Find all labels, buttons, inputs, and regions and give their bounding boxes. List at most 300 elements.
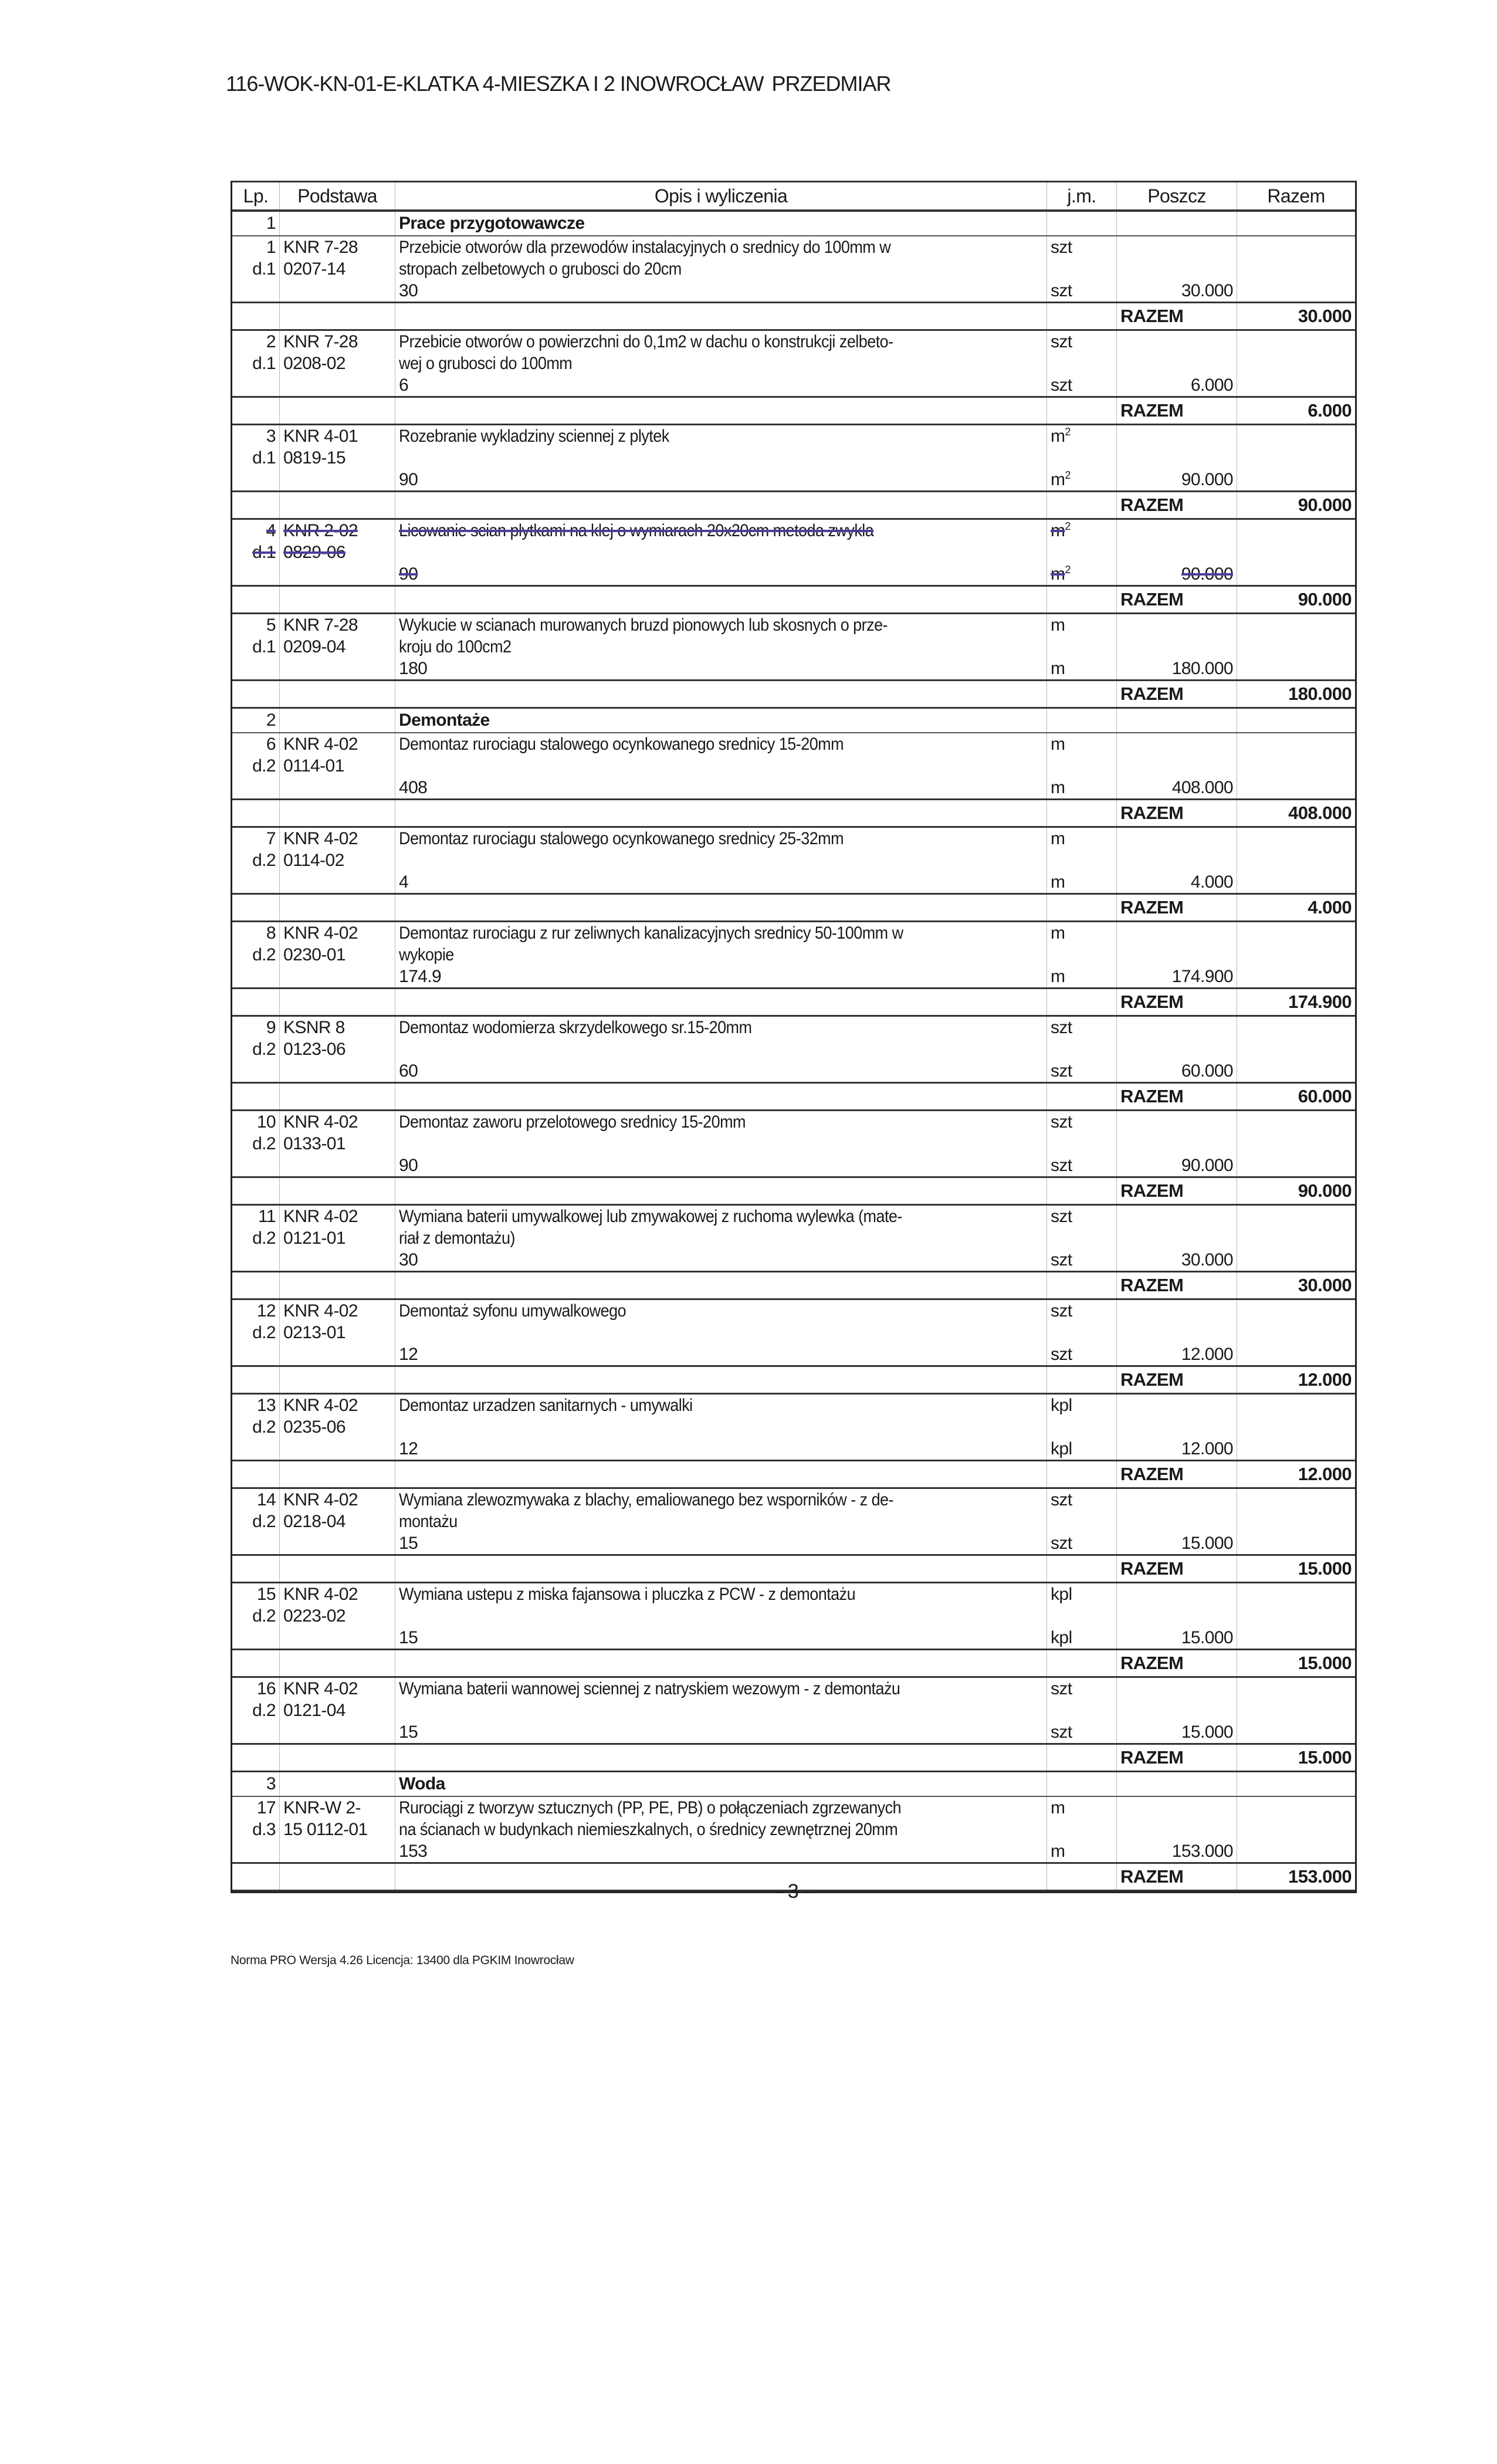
section-number-text: 1 [266,214,276,233]
empty [1046,1511,1116,1532]
header-lp: Lp. [243,185,269,207]
empty [1116,1017,1237,1038]
item-line-3 [232,1060,1355,1082]
item-poszcz [1116,1627,1237,1649]
item-podstawa-2-text: 0121-01 [283,1228,346,1248]
section-title-text: Prace przygotowawcze [399,214,585,233]
item-line-3 [232,1249,1355,1271]
empty [1116,520,1237,541]
razem-label [1116,1084,1237,1109]
item-line-2 [232,1133,1355,1155]
item-podstawa-2 [279,447,395,469]
unit-cell [1046,922,1116,944]
empty [1237,563,1355,585]
section-number-text: 3 [266,1774,276,1793]
empty [1116,849,1237,871]
section-empty [1116,1772,1237,1796]
item-dz [232,1605,279,1627]
empty [1237,1438,1355,1460]
item-line-3 [232,1532,1355,1554]
item-lp [232,828,279,849]
table-item [232,614,1355,681]
empty [1046,1272,1116,1298]
item-desc-2 [395,755,1046,777]
razem-label-text: RAZEM [1120,1086,1184,1106]
unit-cell-text: szt [1051,1018,1072,1037]
empty [1237,258,1355,280]
item-podstawa-1-text: KNR 7-28 [283,332,358,351]
empty [232,1556,279,1582]
item-podstawa-2-text: 0218-04 [283,1512,346,1531]
section-empty [1046,1772,1116,1796]
item-podstawa-1 [279,1017,395,1038]
item-desc-2 [395,1700,1046,1721]
razem-row [232,1745,1355,1772]
item-podstawa-2 [279,1133,395,1155]
item-desc-1-text: Licowanie scian plytkami na klej o wymiarach 20x20cm metoda zwykla [399,521,874,540]
item-expression-text: 15 [399,1628,418,1647]
item-desc-2 [395,447,1046,469]
item-poszcz-text: 90.000 [1181,1156,1233,1175]
item-desc-2 [395,258,1046,280]
unit-cell-text: m [1051,470,1065,489]
razem-value [1237,989,1355,1015]
item-desc-2 [395,1133,1046,1155]
razem-label-text: RAZEM [1120,495,1184,515]
empty [1046,681,1116,707]
item-desc-1 [395,425,1046,447]
empty [1046,1133,1116,1155]
empty [1046,944,1116,966]
item-lp [232,1017,279,1038]
unit-cell [1046,469,1116,490]
item-dz [232,636,279,658]
empty [279,1272,395,1298]
item-desc-2 [395,1227,1046,1249]
empty [232,303,279,329]
item-line-1 [232,922,1355,944]
item-desc-1 [395,1017,1046,1038]
empty [279,800,395,826]
item-expression-text: 90 [399,564,418,584]
unit-cell-text: m [1051,778,1065,797]
unit-cell-text: kpl [1051,1439,1072,1458]
empty [395,1745,1046,1771]
empty [1116,828,1237,849]
empty [1116,944,1237,966]
razem-row [232,800,1355,828]
item-line-3 [232,1343,1355,1365]
item-podstawa-1 [279,922,395,944]
empty [232,1532,279,1554]
table-item [232,1017,1355,1084]
item-poszcz-text: 30.000 [1181,281,1233,300]
table-item [232,1300,1355,1367]
razem-value [1237,398,1355,424]
razem-value-text: 6.000 [1308,400,1352,421]
header-podstawa: Podstawa [279,182,395,209]
item-desc-2-text: riał z demontażu) [399,1228,515,1248]
razem-row [232,1084,1355,1111]
item-podstawa-2-text: 0213-01 [283,1323,346,1342]
empty [279,777,395,798]
empty [279,1840,395,1862]
unit-cell-text: m [1051,564,1065,584]
item-dz [232,1511,279,1532]
item-desc-1 [395,1583,1046,1605]
empty [1237,966,1355,987]
item-dz-text: d.2 [252,756,276,776]
item-podstawa-2-text: 0114-01 [283,756,344,776]
item-desc-1 [395,1111,1046,1133]
empty [1237,1322,1355,1343]
item-line-2 [232,447,1355,469]
item-podstawa-1-text: KNR 7-28 [283,615,358,635]
razem-value [1237,303,1355,329]
item-line-1 [232,425,1355,447]
item-dz-text: d.2 [252,1134,276,1153]
item-line-1 [232,1583,1355,1605]
empty [1116,1300,1237,1322]
empty [1046,1367,1116,1393]
empty [1237,1038,1355,1060]
item-podstawa-1-text: KNR 2-02 [283,521,358,540]
empty [1237,1532,1355,1554]
empty [1046,541,1116,563]
section-empty [279,212,395,235]
item-desc-1 [395,828,1046,849]
item-desc-1-text: Demontaz urzadzen sanitarnych - umywalki [399,1396,693,1415]
razem-row [232,681,1355,709]
unit-cell [1046,828,1116,849]
unit-cell-text: m [1051,659,1065,678]
razem-value [1237,492,1355,518]
item-line-2 [232,849,1355,871]
empty [1116,1819,1237,1840]
item-podstawa-1-text: KNR 4-01 [283,427,358,446]
empty [1237,922,1355,944]
item-podstawa-2 [279,636,395,658]
empty [1237,353,1355,374]
item-dz [232,447,279,469]
razem-value [1237,1178,1355,1204]
item-line-2 [232,755,1355,777]
empty [1237,1060,1355,1082]
item-line-2 [232,353,1355,374]
item-lp-text: 12 [256,1301,276,1321]
item-line-1 [232,614,1355,636]
section-empty [1046,212,1116,235]
item-podstawa-1 [279,1395,395,1416]
item-lp-text: 13 [256,1396,276,1415]
empty [1237,944,1355,966]
table-item [232,922,1355,989]
empty [279,1343,395,1365]
item-podstawa-1 [279,331,395,353]
unit-cell-text: m [1051,923,1065,943]
empty [232,966,279,987]
razem-value [1237,1084,1355,1109]
razem-label [1116,895,1237,920]
section-title [395,709,1046,732]
unit-cell-text: m [1051,615,1065,635]
header-jm: j.m. [1046,182,1116,209]
unit-superscript: 2 [1065,564,1071,576]
empty [1237,1819,1355,1840]
section-empty [1237,212,1355,235]
empty [1046,1650,1116,1676]
empty [279,1532,395,1554]
unit-cell-text: szt [1051,1112,1072,1132]
razem-row [232,1556,1355,1583]
empty [279,1721,395,1743]
item-dz-text: d.2 [252,1323,276,1342]
section-title-text: Woda [399,1774,445,1793]
item-podstawa-2 [279,1038,395,1060]
unit-cell [1046,871,1116,893]
unit-cell [1046,1155,1116,1176]
item-expression [395,469,1046,490]
section-empty [1237,709,1355,732]
razem-value [1237,1461,1355,1487]
section-number [232,1772,279,1796]
empty [395,1461,1046,1487]
header-opis: Opis i wyliczenia [395,182,1046,209]
empty [1116,1227,1237,1249]
item-podstawa-1 [279,520,395,541]
empty [1237,236,1355,258]
razem-value-text: 4.000 [1308,897,1352,918]
item-line-2 [232,1322,1355,1343]
footer-license: Norma PRO Wersja 4.26 Licencja: 13400 dla PGKIM Inowrocław [231,1954,574,1967]
item-desc-1 [395,1678,1046,1700]
empty [279,1155,395,1176]
item-desc-2-text: na ścianach w budynkach niemieszkalnych, o średnicy zewnętrznej 20mm [399,1820,898,1839]
empty [232,1249,279,1271]
empty [1116,1605,1237,1627]
razem-label [1116,800,1237,826]
item-podstawa-2-text: 0114-02 [283,851,344,870]
unit-cell [1046,1489,1116,1511]
empty [1116,331,1237,353]
empty [1046,895,1116,920]
unit-cell-text: m [1051,1842,1065,1861]
item-poszcz-text: 153.000 [1171,1842,1233,1861]
empty [395,800,1046,826]
empty [1046,989,1116,1015]
razem-value-text: 12.000 [1298,1369,1352,1390]
razem-value [1237,1272,1355,1298]
empty [279,492,395,518]
table-item [232,1797,1355,1864]
item-expression-text: 90 [399,1156,418,1175]
item-expression [395,1249,1046,1271]
item-expression-text: 6 [399,375,409,395]
section-empty [1237,1772,1355,1796]
item-lp [232,733,279,755]
item-line-3 [232,777,1355,798]
razem-label [1116,1178,1237,1204]
empty [1237,1511,1355,1532]
item-expression-text: 30 [399,1250,418,1270]
empty [1237,733,1355,755]
razem-row [232,492,1355,520]
document-type-label: PRZEDMIAR [771,72,891,96]
razem-label-text: RAZEM [1120,589,1184,610]
empty [395,587,1046,612]
unit-cell [1046,1627,1116,1649]
empty [279,1864,395,1890]
unit-cell-text: szt [1051,1722,1072,1742]
empty [279,587,395,612]
table-item [232,1111,1355,1178]
item-podstawa-2-text: 0819-15 [283,448,346,468]
item-desc-1-text: Demontaz zaworu przelotowego srednicy 15-20mm [399,1112,746,1132]
unit-cell-text: szt [1051,1345,1072,1364]
empty [1237,541,1355,563]
razem-label-text: RAZEM [1120,1866,1184,1887]
item-desc-1-text: Wymiana baterii umywalkowej lub zmywakowej z ruchoma wylewka (mate- [399,1207,902,1226]
empty [232,1178,279,1204]
item-line-2 [232,1700,1355,1721]
empty [1237,1721,1355,1743]
razem-label [1116,1461,1237,1487]
empty [395,1650,1046,1676]
unit-cell-text: szt [1051,1156,1072,1175]
item-expression [395,1840,1046,1862]
item-expression-text: 15 [399,1534,418,1553]
empty [1237,828,1355,849]
empty [1237,1155,1355,1176]
unit-cell-text: szt [1051,375,1072,395]
razem-row [232,587,1355,614]
item-dz-text: d.3 [252,1820,276,1839]
item-lp [232,425,279,447]
item-dz-text: d.2 [252,1512,276,1531]
empty [279,1556,395,1582]
empty [232,871,279,893]
unit-cell [1046,374,1116,396]
table-item [232,425,1355,492]
razem-value [1237,1745,1355,1771]
unit-cell [1046,1111,1116,1133]
item-podstawa-1-text: KSNR 8 [283,1018,345,1037]
table-item [232,1583,1355,1650]
empty [232,1272,279,1298]
unit-cell [1046,777,1116,798]
empty [1237,1206,1355,1227]
empty [1237,1627,1355,1649]
item-desc-2-text: wej o grubosci do 100mm [399,354,573,373]
empty [232,989,279,1015]
item-podstawa-1-text: KNR 4-02 [283,923,358,943]
section-empty [1046,709,1116,732]
empty [395,895,1046,920]
item-desc-1-text: Wymiana zlewozmywaka z blachy, emaliowanego bez wsporników - z de- [399,1490,893,1509]
item-expression-text: 153 [399,1842,428,1861]
table-item [232,828,1355,895]
item-podstawa-1-text: KNR-W 2- [283,1798,361,1817]
item-lp [232,614,279,636]
item-expression-text: 408 [399,778,428,797]
table-item [232,1206,1355,1272]
item-poszcz [1116,280,1237,302]
empty [232,1367,279,1393]
item-poszcz-text: 15.000 [1181,1722,1233,1742]
razem-label [1116,587,1237,612]
item-podstawa-2-text: 0123-06 [283,1040,346,1059]
item-dz-text: d.2 [252,1228,276,1248]
table-item [232,236,1355,303]
item-line-3 [232,966,1355,987]
empty [279,563,395,585]
empty [1237,1583,1355,1605]
unit-cell-text: kpl [1051,1396,1072,1415]
item-desc-2 [395,1322,1046,1343]
razem-label-text: RAZEM [1120,1464,1184,1484]
item-expression-text: 180 [399,659,428,678]
item-expression-text: 30 [399,281,418,300]
item-desc-1-text: Przebicie otworów dla przewodów instalacyjnych o srednicy do 100mm w [399,238,891,257]
empty [279,1650,395,1676]
item-expression-text: 15 [399,1722,418,1742]
empty [1046,587,1116,612]
item-desc-2-text: stropach zelbetowych o grubosci do 20cm [399,259,682,279]
empty [1237,447,1355,469]
unit-cell [1046,658,1116,679]
item-expression [395,658,1046,679]
razem-value-text: 12.000 [1298,1464,1352,1484]
section-row [232,212,1355,236]
item-desc-2 [395,353,1046,374]
unit-cell-text: m [1051,967,1065,986]
empty [1116,541,1237,563]
empty [1237,469,1355,490]
table-header [232,182,1355,212]
item-desc-2 [395,1605,1046,1627]
item-podstawa-1-text: KNR 4-02 [283,1301,358,1321]
empty [1116,1111,1237,1133]
empty [1116,258,1237,280]
unit-cell-text: m [1051,872,1065,892]
item-poszcz [1116,1721,1237,1743]
empty [1116,1395,1237,1416]
razem-value [1237,1367,1355,1393]
item-poszcz [1116,777,1237,798]
unit-cell-text: szt [1051,1301,1072,1321]
item-podstawa-2-text: 0829-06 [283,543,346,562]
item-line-2 [232,1511,1355,1532]
empty [279,989,395,1015]
unit-superscript: 2 [1065,520,1071,532]
item-desc-2 [395,1511,1046,1532]
item-podstawa-1-text: KNR 4-02 [283,829,358,848]
empty [395,1556,1046,1582]
item-poszcz [1116,658,1237,679]
item-line-3 [232,563,1355,585]
empty [1237,425,1355,447]
empty [1237,1678,1355,1700]
unit-cell [1046,425,1116,447]
razem-row [232,1178,1355,1206]
empty [232,681,279,707]
empty [1116,353,1237,374]
item-lp-text: 1 [266,238,276,257]
item-desc-2-text: wykopie [399,945,454,964]
item-desc-2 [395,541,1046,563]
item-dz-text: d.1 [252,354,276,373]
empty [232,1627,279,1649]
